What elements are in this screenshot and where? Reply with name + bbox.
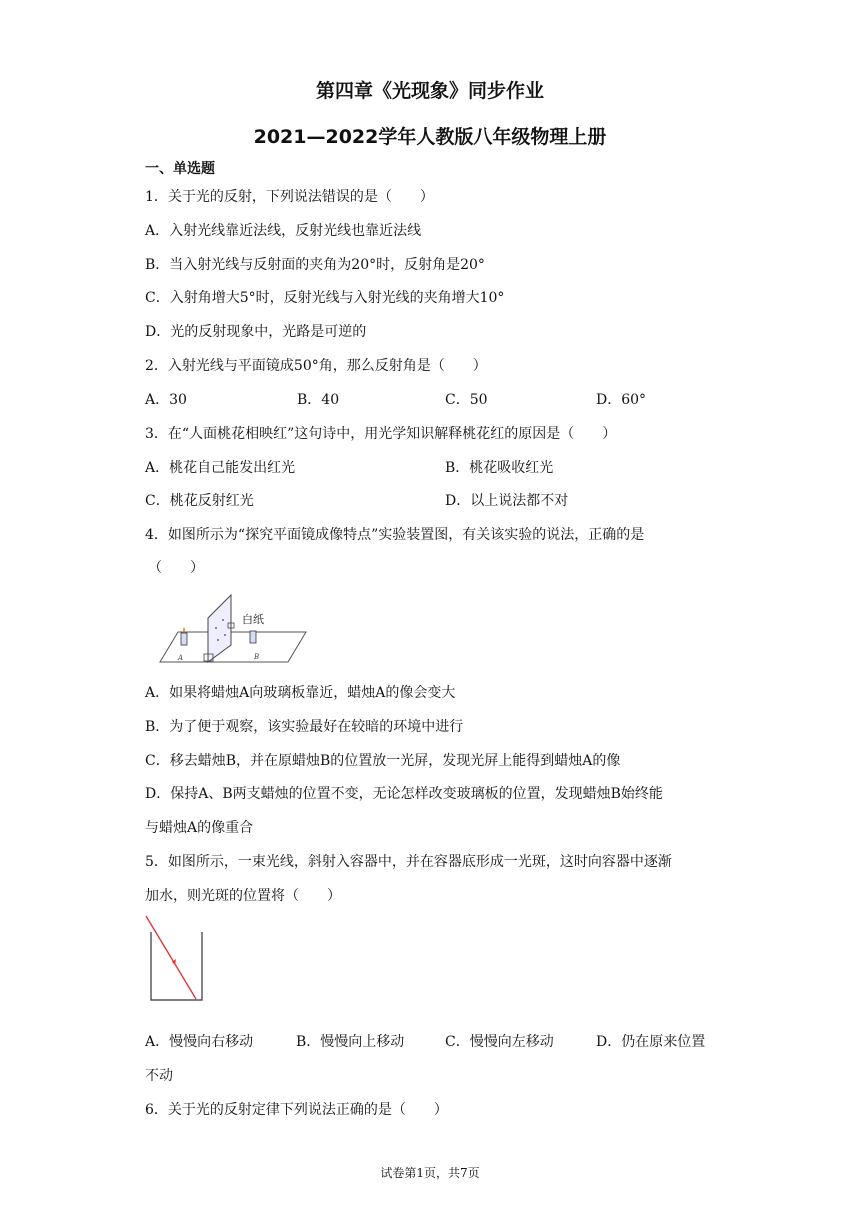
figure-label-b: B xyxy=(254,653,260,661)
question-5-option-c: C．慢慢向左移动 xyxy=(445,1034,554,1050)
question-3-option-a: A．桃花自己能发出红光 xyxy=(145,460,296,476)
glass-plate xyxy=(208,595,231,662)
question-4-option-b: B．为了便于观察，该实验最好在较暗的环境中进行 xyxy=(145,719,464,735)
question-1-option-d: D．光的反射现象中，光路是可逆的 xyxy=(145,324,367,340)
light-ray xyxy=(146,916,196,999)
question-2-stem: 2．入射光线与平面镜成50°角，那么反射角是（ ） xyxy=(145,358,487,374)
question-3-option-c: C．桃花反射红光 xyxy=(145,493,254,509)
section-heading: 一、单选题 xyxy=(145,161,215,177)
question-5-option-d-cont: 不动 xyxy=(145,1068,173,1084)
question-4-option-c: C．移去蜡烛B，并在原蜡烛B的位置放一光屏，发现光屏上能得到蜡烛A的像 xyxy=(145,753,621,769)
question-5-option-a: A．慢慢向右移动 xyxy=(145,1034,254,1050)
figure-label-a: A xyxy=(178,654,184,662)
question-3-stem: 3．在“人面桃花相映红”这句诗中，用光学知识解释桃花红的原因是（ ） xyxy=(145,426,617,442)
question-4-stem-cont: （ ） xyxy=(148,560,204,576)
page-footer: 试卷第1页，共7页 xyxy=(380,1166,480,1180)
container-light-figure xyxy=(140,912,210,1004)
question-1-option-b: B．当入射光线与反射面的夹角为20°时，反射角是20° xyxy=(145,257,485,273)
question-4-option-d-cont: 与蜡烛A的像重合 xyxy=(145,820,254,836)
page-title: 第四章《光现象》同步作业 xyxy=(315,80,544,102)
mirror-experiment-figure xyxy=(158,590,308,666)
question-2-option-c: C．50 xyxy=(445,392,488,408)
question-4-option-a: A．如果将蜡烛A向玻璃板靠近，蜡烛A的像会变大 xyxy=(145,685,456,701)
question-1-stem: 1．关于光的反射，下列说法错误的是（ ） xyxy=(145,189,434,205)
question-1-option-c: C．入射角增大5°时，反射光线与入射光线的夹角增大10° xyxy=(145,290,505,306)
question-2-option-b: B．40 xyxy=(297,392,340,408)
question-4-option-d: D．保持A、B两支蜡烛的位置不变，无论怎样改变玻璃板的位置，发现蜡烛B始终能 xyxy=(145,786,663,802)
candle-a xyxy=(181,627,187,645)
page-subtitle: 2021—2022学年人教版八年级物理上册 xyxy=(253,126,607,148)
question-5-stem-cont: 加水，则光斑的位置将（ ） xyxy=(145,888,341,904)
question-5-stem: 5．如图所示，一束光线，斜射入容器中，并在容器底形成一光斑，这时向容器中逐渐 xyxy=(145,854,672,870)
question-2-option-a: A．30 xyxy=(145,392,187,408)
figure-label-paper: 白纸 xyxy=(242,613,264,626)
question-5-option-b: B．慢慢向上移动 xyxy=(296,1034,405,1050)
candle-b xyxy=(250,631,256,643)
question-1-option-a: A．入射光线靠近法线，反射光线也靠近法线 xyxy=(145,223,422,239)
question-3-option-b: B．桃花吸收红光 xyxy=(445,460,554,476)
question-5-option-d: D．仍在原来位置 xyxy=(596,1034,706,1050)
question-6-stem: 6．关于光的反射定律下列说法正确的是（ ） xyxy=(145,1102,448,1118)
question-3-option-d: D．以上说法都不对 xyxy=(445,493,569,509)
question-4-stem: 4．如图所示为“探究平面镜成像特点”实验装置图，有关该实验的说法，正确的是 xyxy=(145,527,645,543)
question-2-option-d: D．60° xyxy=(596,392,647,408)
